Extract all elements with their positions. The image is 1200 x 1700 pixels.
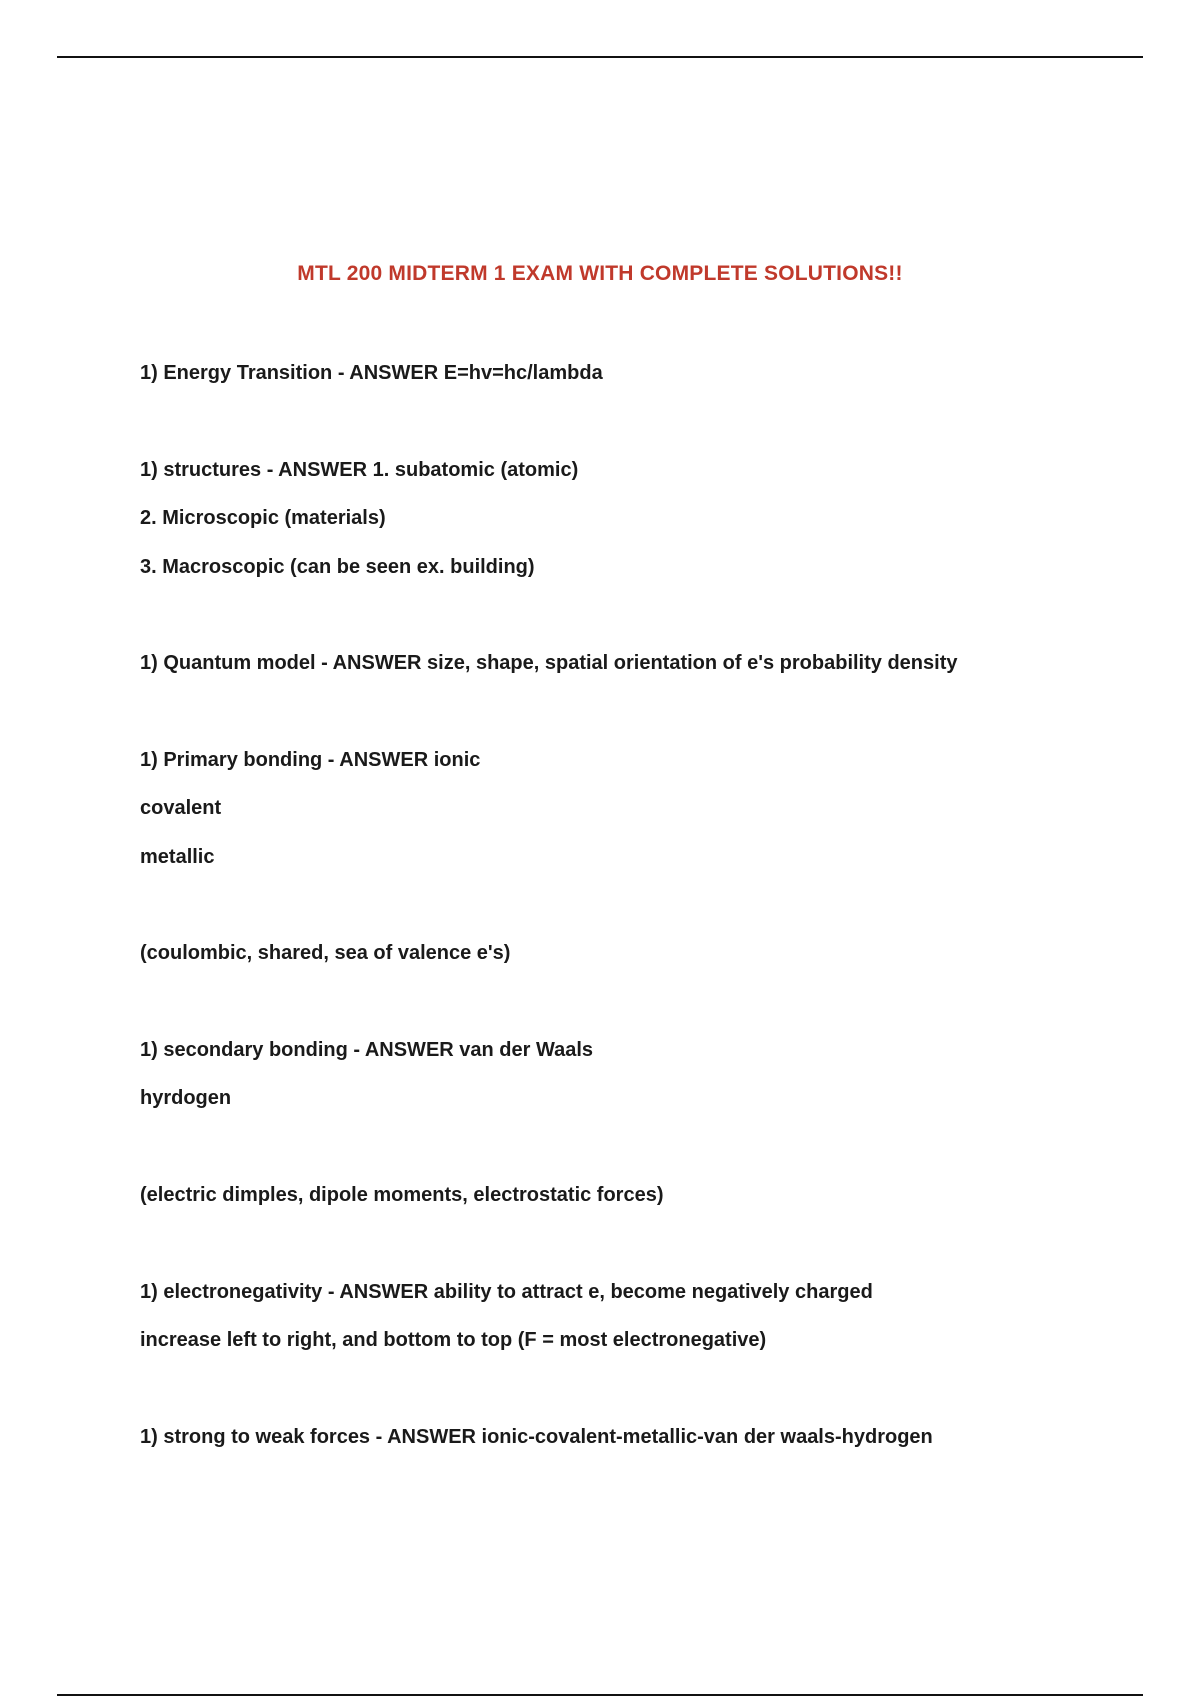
bottom-rule xyxy=(57,1694,1143,1696)
text-line-electronegativity: 1) electronegativity - ANSWER ability to attract e, become negatively charged xyxy=(140,1281,873,1303)
text-line-energy-transition: 1) Energy Transition - ANSWER E=hv=hc/lambda xyxy=(140,362,603,384)
text-line-microscopic: 2. Microscopic (materials) xyxy=(140,507,386,529)
text-line-strong-to-weak-forces: 1) strong to weak forces - ANSWER ionic-covalent-metallic-van der waals-hydrogen xyxy=(140,1426,933,1448)
text-line-macroscopic: 3. Macroscopic (can be seen ex. building) xyxy=(140,556,535,578)
text-line-electronegativity-trend: increase left to right, and bottom to top (F = most electronegative) xyxy=(140,1329,767,1351)
top-rule xyxy=(57,56,1143,58)
text-line-secondary-bonding-note: (electric dimples, dipole moments, electrostatic forces) xyxy=(140,1184,664,1206)
text-line-hydrogen: hyrdogen xyxy=(140,1087,232,1109)
text-line-quantum-model: 1) Quantum model - ANSWER size, shape, spatial orientation of e's probability density xyxy=(140,652,958,674)
text-line-secondary-bonding: 1) secondary bonding - ANSWER van der Waals xyxy=(140,1039,594,1061)
text-line-covalent: covalent xyxy=(140,797,222,819)
document-title: MTL 200 MIDTERM 1 EXAM WITH COMPLETE SOLUTIONS!! xyxy=(297,262,903,285)
text-line-metallic: metallic xyxy=(140,846,215,868)
text-line-primary-bonding-note: (coulombic, shared, sea of valence e's) xyxy=(140,942,511,964)
text-line-primary-bonding: 1) Primary bonding - ANSWER ionic xyxy=(140,749,481,771)
text-line-structures: 1) structures - ANSWER 1. subatomic (atomic) xyxy=(140,459,579,481)
